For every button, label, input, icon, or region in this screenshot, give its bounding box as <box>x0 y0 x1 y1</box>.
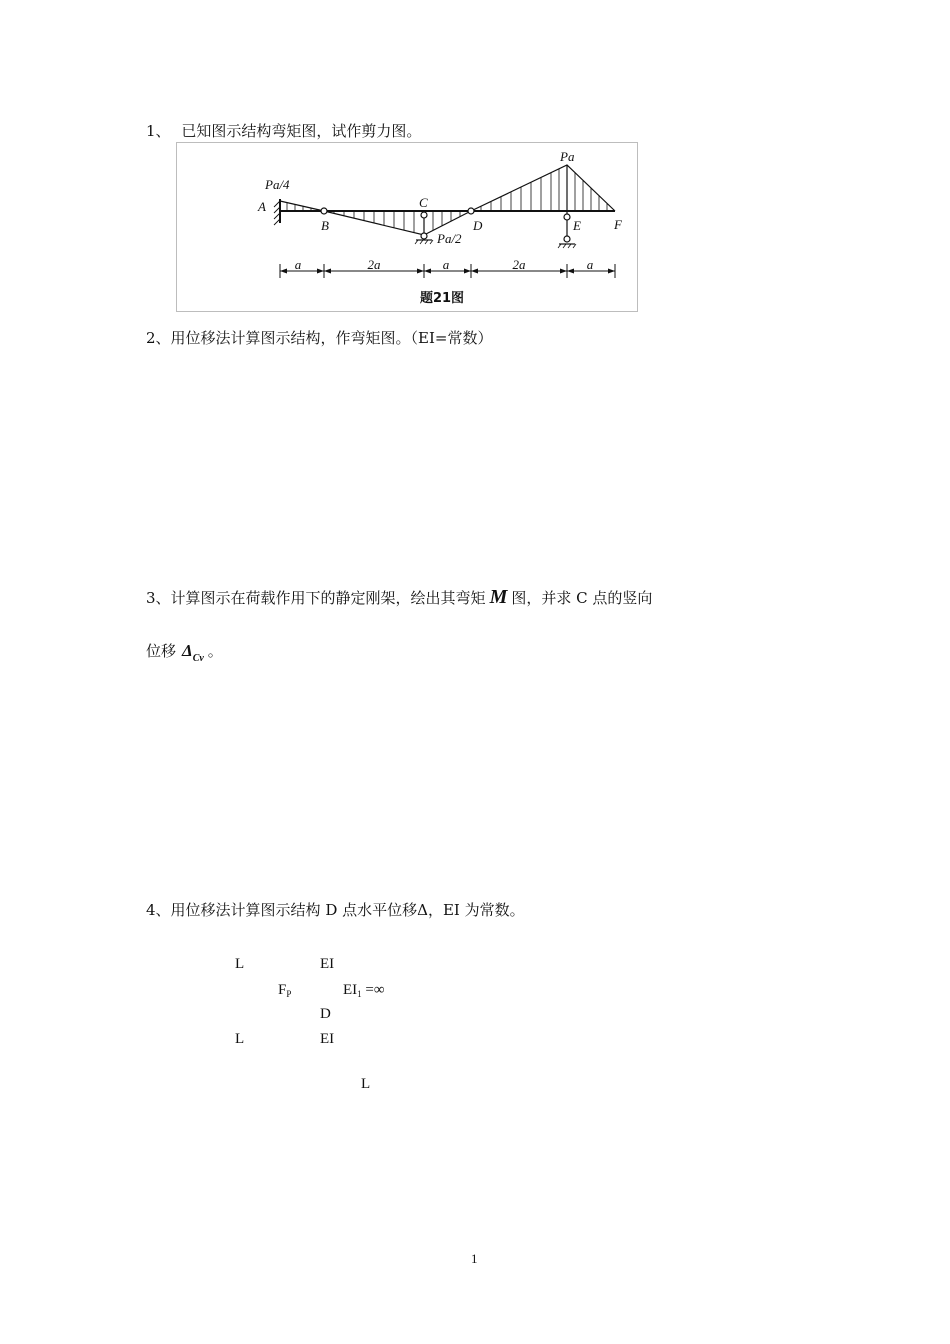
fig4-ei1 <box>343 982 385 999</box>
fig4-load-fp <box>278 982 291 999</box>
bending-moment-diagram <box>177 143 637 311</box>
dim-label-2: 2a <box>367 257 381 272</box>
hinge-b <box>321 208 327 214</box>
delta-symbol: Δ <box>182 641 193 660</box>
point-e-label: E <box>573 218 581 233</box>
fig4-load-p: P <box>286 989 292 999</box>
point-a-label: A <box>258 199 266 214</box>
fig4-ei1-rest: =∞ <box>361 982 385 998</box>
point-f-label: F <box>614 217 622 232</box>
question-1-number: 1、 <box>146 122 171 140</box>
question-3-line2-b: 。 <box>207 642 223 660</box>
dim-label-1: a <box>294 257 302 272</box>
fig4-load-f: F <box>278 982 287 998</box>
question-3-number: 3、 <box>146 589 171 607</box>
question-3-line-1 <box>146 586 652 609</box>
question-4-number: 4、 <box>146 901 171 919</box>
question-2-text: 用位移法计算图示结构，作弯矩图。（EI=常数） <box>170 329 493 347</box>
dim-label-3: a <box>442 257 450 272</box>
moment-a-label: Pa/4 <box>265 177 290 192</box>
dim-label-5: a <box>586 257 594 272</box>
fig4-length-top: L <box>235 956 245 972</box>
question-1-text: 已知图示结构弯矩图，试作剪力图。 <box>181 122 422 140</box>
point-c-label: C <box>419 195 428 210</box>
question-3-text-b: 图，并求 C 点的竖向 <box>511 589 653 607</box>
fig4-ei-mid: EI <box>320 1031 335 1047</box>
moment-c-label: Pa/2 <box>437 231 462 246</box>
hinge-d <box>468 208 474 214</box>
fig4-point-d: D <box>320 1006 331 1022</box>
moment-symbol: M <box>489 586 508 608</box>
question-3-text-a: 计算图示在荷载作用下的静定刚架，绘出其弯矩 <box>170 589 486 607</box>
fig4-ei-top: EI <box>320 956 335 972</box>
fig4-ei1-main: EI <box>343 982 358 998</box>
question-2-number: 2、 <box>146 329 171 347</box>
question-4 <box>146 899 525 920</box>
hinge-c <box>421 212 427 218</box>
hinge-e <box>564 214 570 220</box>
page-number: 1 <box>471 1251 478 1266</box>
moment-outline-df <box>471 165 615 211</box>
point-d-label: D <box>473 218 483 233</box>
question-2 <box>146 327 493 348</box>
fig4-length-mid: L <box>235 1031 245 1047</box>
figure-21 <box>176 142 638 312</box>
delta-subscript: Cv <box>192 653 204 664</box>
fig4-length-bottom: L <box>361 1076 371 1092</box>
point-b-label: B <box>321 218 329 233</box>
question-3-line-2 <box>146 640 223 664</box>
moment-peak-label: Pa <box>560 149 575 164</box>
question-3-line2-a: 位移 <box>146 642 177 660</box>
fig4-ei1-sub: 1 <box>357 989 362 999</box>
figure-caption: 题21图 <box>419 291 465 306</box>
question-1 <box>146 120 421 141</box>
support-e-pin <box>564 236 570 242</box>
question-4-text: 用位移法计算图示结构 D 点水平位移Δ，EI 为常数。 <box>170 901 525 919</box>
dim-label-4: 2a <box>512 257 526 272</box>
support-c-pin <box>421 233 427 239</box>
